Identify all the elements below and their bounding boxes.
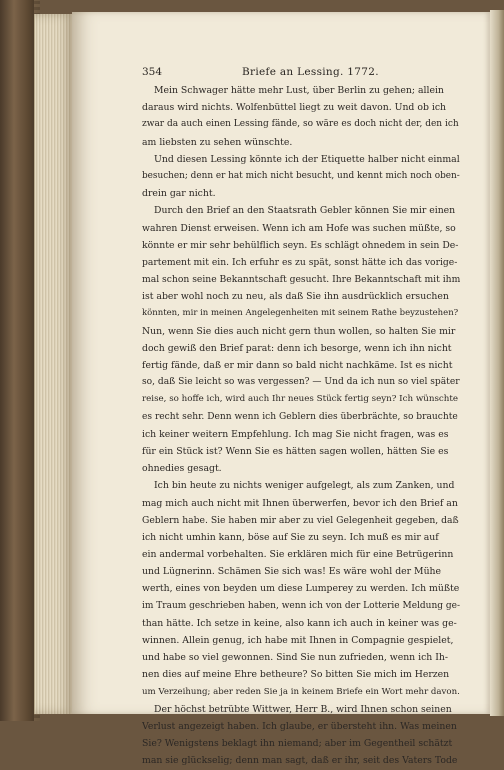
page-stack-edges — [34, 14, 75, 714]
text-line: ich keiner weitern Empfehlung. Ich mag Sie nicht fragen, was es — [142, 428, 449, 440]
running-title: Briefe an Lessing. 1772. — [242, 66, 379, 78]
text-line: Durch den Brief an den Staatsrath Gebler können Sie mir einen — [154, 205, 456, 217]
text-line: reise, so hoffe ich, wird auch Ihr neues Stück fertig seyn? Ich wünschte — [142, 394, 459, 405]
text-line: ist aber wohl noch zu neu, als daß Sie ihn ausdrücklich ersuchen — [142, 291, 449, 303]
text-line: besuchen; denn er hat mich nicht besucht, und kennt mich noch oben- — [142, 170, 460, 181]
text-line: nen dies auf meine Ehre betheure? So bitten Sie mich im Herzen — [142, 669, 450, 681]
text-line: man sie glückselig; denn man sagt, daß er ihr, seit des Vaters Tode — [142, 755, 458, 767]
page-number: 354 — [142, 66, 163, 78]
text-line: winnen. Allein genug, ich habe mit Ihnen in Compagnie gespielet, — [142, 635, 454, 646]
text-line: um Verzeihung; aber reden Sie ja in keinem Briefe ein Wort mehr davon. — [142, 686, 460, 697]
text-line: mag mich auch nicht mit Ihnen überwerfen, bevor ich den Brief an — [142, 497, 458, 509]
text-line: fertig fände, daß er mir dann so bald nicht nachkäme. Ist es nicht — [142, 360, 453, 371]
text-line: ohnedies gesagt. — [142, 463, 222, 475]
text-line: ein andermal vorbehalten. Sie erklären mich für eine Betrügerinn — [142, 549, 454, 561]
text-line: und habe so viel gewonnen. Sind Sie nun zufrieden, wenn ich Ih- — [142, 652, 449, 664]
text-line: daraus wird nichts. Wolfenbüttel liegt zu weit davon. Und ob ich — [142, 102, 447, 114]
text-line: zwar da auch einen Lessing fände, so wäre es doch nicht der, den ich — [142, 119, 459, 130]
text-line: Geblern habe. Sie haben mir aber zu viel Gelegenheit gegeben, daß — [142, 514, 459, 526]
text-line: könnten, mir in meinen Angelegenheiten mit seinem Rathe beyzustehen? — [142, 308, 459, 319]
text-line: ich nicht umhin kann, böse auf Sie zu seyn. Ich muß es mir auf — [142, 531, 439, 543]
text-line: für ein Stück ist? Wenn Sie es hätten sagen wollen, hätten Sie es — [142, 445, 449, 457]
text-line: wahren Dienst erweisen. Wenn ich am Hofe was suchen müßte, so — [142, 222, 456, 234]
text-line: könnte er mir sehr behülflich seyn. Es schlägt ohnedem in sein De- — [142, 239, 459, 251]
text-line: im Traum geschrieben haben, wenn ich von der Lotterie Meldung ge- — [142, 600, 460, 611]
page-header — [142, 66, 462, 82]
text-line: drein gar nicht. — [142, 188, 216, 200]
text-line: so, daß Sie leicht so was vergessen? — Und da ich nun so viel später — [142, 377, 460, 388]
book-cover-right — [490, 10, 504, 716]
text-line: Nun, wenn Sie dies auch nicht gern thun wollen, so halten Sie mir — [142, 325, 456, 337]
text-line: Ich bin heute zu nichts weniger aufgelegt, als zum Zanken, und — [154, 480, 455, 492]
text-line: und Lügnerinn. Schämen Sie sich was! Es wäre wohl der Mühe — [142, 566, 442, 578]
text-line: es recht sehr. Denn wenn ich Geblern dies überbrächte, so brauchte — [142, 411, 458, 422]
text-line: werth, eines von beyden um diese Lumperey zu werden. Ich müßte — [142, 583, 460, 595]
text-line: Mein Schwager hätte mehr Lust, über Berlin zu gehen; allein — [154, 85, 444, 96]
body-text — [142, 82, 460, 770]
text-line: Verlust angezeigt haben. Ich glaube, er übersteht ihn. Was meinen — [142, 720, 457, 732]
text-line: Und diesen Lessing könnte ich der Etiquette halber nicht einmal — [154, 153, 460, 165]
text-line: partement mit ein. Ich erfuhr es zu spät, sonst hätte ich das vorige- — [142, 256, 458, 268]
text-line: than hätte. Ich setze in keine, also kann ich auch in keiner was ge- — [142, 617, 457, 629]
text-line: Sie? Wenigstens beklagt ihn niemand; aber im Gegentheil schätzt — [142, 738, 453, 750]
text-line: am liebsten zu sehen wünschte. — [142, 136, 293, 148]
text-line: mal schon seine Bekanntschaft gesucht. Ihre Bekanntschaft mit ihm — [142, 274, 460, 286]
text-line: Der höchst betrübte Wittwer, Herr B., wird Ihnen schon seinen — [154, 703, 452, 715]
text-line: doch gewiß den Brief parat: denn ich besorge, wenn ich ihn nicht — [142, 342, 452, 354]
